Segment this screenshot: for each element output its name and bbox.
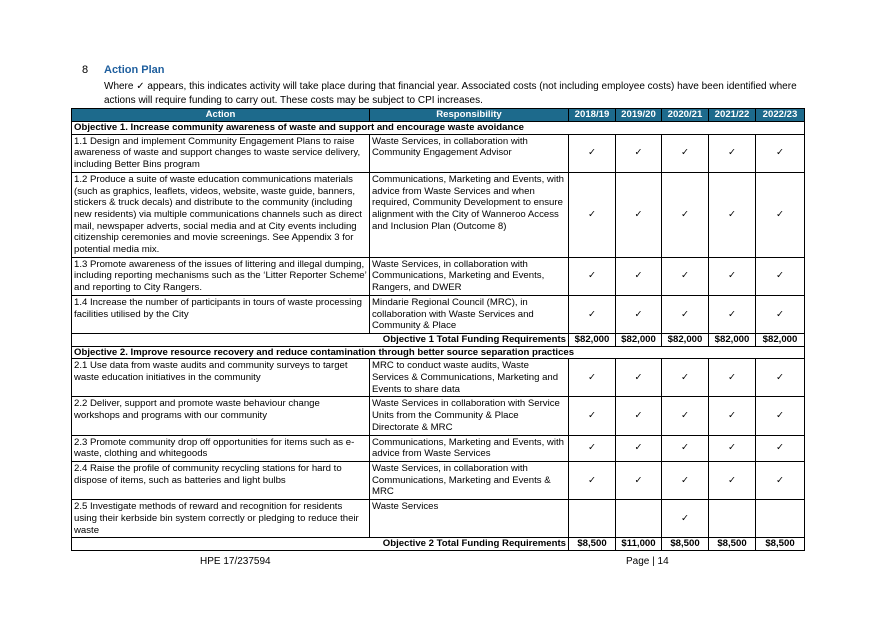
table-row	[72, 257, 805, 295]
check-cell: ✓	[569, 172, 616, 257]
action-cell: 1.3 Promote awareness of the issues of littering and illegal dumping, including reporting mechanisms such as the ‘Litter Reporter Scheme’ and reporting to City Rangers.	[72, 257, 370, 295]
responsibility-cell: Waste Services in collaboration with Service Units from the Community & Place Directorate & MRC	[370, 397, 569, 435]
check-cell: ✓	[569, 397, 616, 435]
objective-title: Objective 1. Increase community awareness of waste and support and encourage waste avoidance	[72, 122, 805, 135]
check-cell: ✓	[709, 257, 756, 295]
section-heading	[82, 64, 165, 76]
responsibility-cell: Waste Services, in collaboration with Community Engagement Advisor	[370, 134, 569, 172]
action-cell: 1.1 Design and implement Community Engagement Plans to raise awareness of waste and support changes to waste service delivery, including Better Bins program	[72, 134, 370, 172]
total-amount: $8,500	[709, 538, 756, 551]
check-cell: ✓	[709, 461, 756, 499]
check-cell: ✓	[756, 435, 805, 461]
total-row	[72, 333, 805, 346]
check-cell: ✓	[616, 461, 662, 499]
check-cell: ✓	[662, 397, 709, 435]
check-cell: ✓	[569, 435, 616, 461]
total-amount: $8,500	[569, 538, 616, 551]
header-action: Action	[72, 109, 370, 122]
responsibility-cell: Communications, Marketing and Events, with advice from Waste Services and when required, Community Development to ensure alignment with the City of Wanneroo Access and Inclusion Plan (Outcome 8)	[370, 172, 569, 257]
table-row	[72, 295, 805, 333]
check-cell	[569, 500, 616, 538]
check-cell: ✓	[709, 172, 756, 257]
objective-row	[72, 122, 805, 135]
check-cell: ✓	[616, 295, 662, 333]
check-cell: ✓	[662, 359, 709, 397]
total-amount: $11,000	[616, 538, 662, 551]
check-cell: ✓	[569, 257, 616, 295]
total-amount: $82,000	[616, 333, 662, 346]
action-cell: 2.5 Investigate methods of reward and recognition for residents using their kerbside bin system correctly or pledging to reduce their waste	[72, 500, 370, 538]
check-cell: ✓	[569, 359, 616, 397]
check-cell: ✓	[662, 435, 709, 461]
check-cell: ✓	[709, 435, 756, 461]
check-cell: ✓	[756, 172, 805, 257]
check-cell: ✓	[569, 461, 616, 499]
table-row	[72, 435, 805, 461]
check-cell: ✓	[662, 500, 709, 538]
table-row	[72, 500, 805, 538]
total-row	[72, 538, 805, 551]
action-cell: 2.4 Raise the profile of community recycling stations for hard to dispose of items, such as batteries and light bulbs	[72, 461, 370, 499]
total-label: Objective 1 Total Funding Requirements	[72, 333, 569, 346]
check-cell: ✓	[662, 295, 709, 333]
section-title: Action Plan	[104, 64, 165, 76]
table-row	[72, 359, 805, 397]
responsibility-cell: Waste Services, in collaboration with Communications, Marketing and Events & MRC	[370, 461, 569, 499]
responsibility-cell: MRC to conduct waste audits, Waste Services & Communications, Marketing and Events to share data	[370, 359, 569, 397]
header-year: 2020/21	[662, 109, 709, 122]
table-row	[72, 397, 805, 435]
responsibility-cell: Waste Services, in collaboration with Communications, Marketing and Events, Rangers, and DWER	[370, 257, 569, 295]
check-cell	[616, 500, 662, 538]
total-amount: $8,500	[756, 538, 805, 551]
check-cell: ✓	[569, 134, 616, 172]
total-amount: $82,000	[662, 333, 709, 346]
header-year: 2022/23	[756, 109, 805, 122]
check-cell: ✓	[662, 172, 709, 257]
objective-title: Objective 2. Improve resource recovery and reduce contamination through better source separation practices	[72, 346, 805, 359]
action-cell: 1.2 Produce a suite of waste education communications materials (such as graphics, leaflets, videos, website, waste guide, banners, stickers & truck decals) and distribute to the community (including new residents) via multiple communications channels such as direct mail, newspaper adverts, social media and at City events including citizenship ceremonies and movie screenings. See Appendix 3 for potential media mix.	[72, 172, 370, 257]
check-cell	[709, 500, 756, 538]
action-cell: 2.2 Deliver, support and promote waste behaviour change workshops and programs with our community	[72, 397, 370, 435]
check-cell: ✓	[709, 359, 756, 397]
check-cell: ✓	[709, 134, 756, 172]
check-cell: ✓	[662, 461, 709, 499]
check-cell: ✓	[756, 397, 805, 435]
action-cell: 2.3 Promote community drop off opportunities for items such as e-waste, clothing and whitegoods	[72, 435, 370, 461]
check-cell: ✓	[616, 435, 662, 461]
check-cell: ✓	[616, 134, 662, 172]
intro-paragraph: Where ✓ appears, this indicates activity will take place during that financial year. Associated costs (not including employee costs) have been identified where actions will require funding to carry out. These costs may be subject to CPI increases.	[104, 81, 797, 106]
table-row	[72, 172, 805, 257]
header-responsibility: Responsibility	[370, 109, 569, 122]
check-cell: ✓	[756, 134, 805, 172]
page-number: Page | 14	[626, 556, 669, 567]
total-amount: $8,500	[662, 538, 709, 551]
check-cell: ✓	[756, 295, 805, 333]
check-cell: ✓	[756, 359, 805, 397]
table-row	[72, 461, 805, 499]
check-cell: ✓	[662, 257, 709, 295]
objective-row	[72, 346, 805, 359]
check-cell: ✓	[616, 359, 662, 397]
check-cell: ✓	[616, 257, 662, 295]
section-number: 8	[82, 64, 89, 76]
check-cell: ✓	[569, 295, 616, 333]
total-label: Objective 2 Total Funding Requirements	[72, 538, 569, 551]
responsibility-cell: Communications, Marketing and Events, with advice from Waste Services	[370, 435, 569, 461]
header-year: 2018/19	[569, 109, 616, 122]
check-cell: ✓	[756, 461, 805, 499]
action-cell: 1.4 Increase the number of participants in tours of waste processing facilities utilised by the City	[72, 295, 370, 333]
responsibility-cell: Mindarie Regional Council (MRC), in collaboration with Waste Services and Community & Place	[370, 295, 569, 333]
document-reference: HPE 17/237594	[200, 556, 271, 567]
check-cell: ✓	[709, 295, 756, 333]
check-cell: ✓	[709, 397, 756, 435]
check-cell: ✓	[662, 134, 709, 172]
header-year: 2021/22	[709, 109, 756, 122]
header-year: 2019/20	[616, 109, 662, 122]
check-cell: ✓	[616, 172, 662, 257]
action-cell: 2.1 Use data from waste audits and community surveys to target waste education initiatives in the community	[72, 359, 370, 397]
total-amount: $82,000	[569, 333, 616, 346]
check-cell: ✓	[616, 397, 662, 435]
responsibility-cell: Waste Services	[370, 500, 569, 538]
total-amount: $82,000	[756, 333, 805, 346]
check-cell: ✓	[756, 257, 805, 295]
table-header-row	[72, 109, 805, 122]
total-amount: $82,000	[709, 333, 756, 346]
check-cell	[756, 500, 805, 538]
action-plan-table	[71, 108, 805, 551]
table-row	[72, 134, 805, 172]
